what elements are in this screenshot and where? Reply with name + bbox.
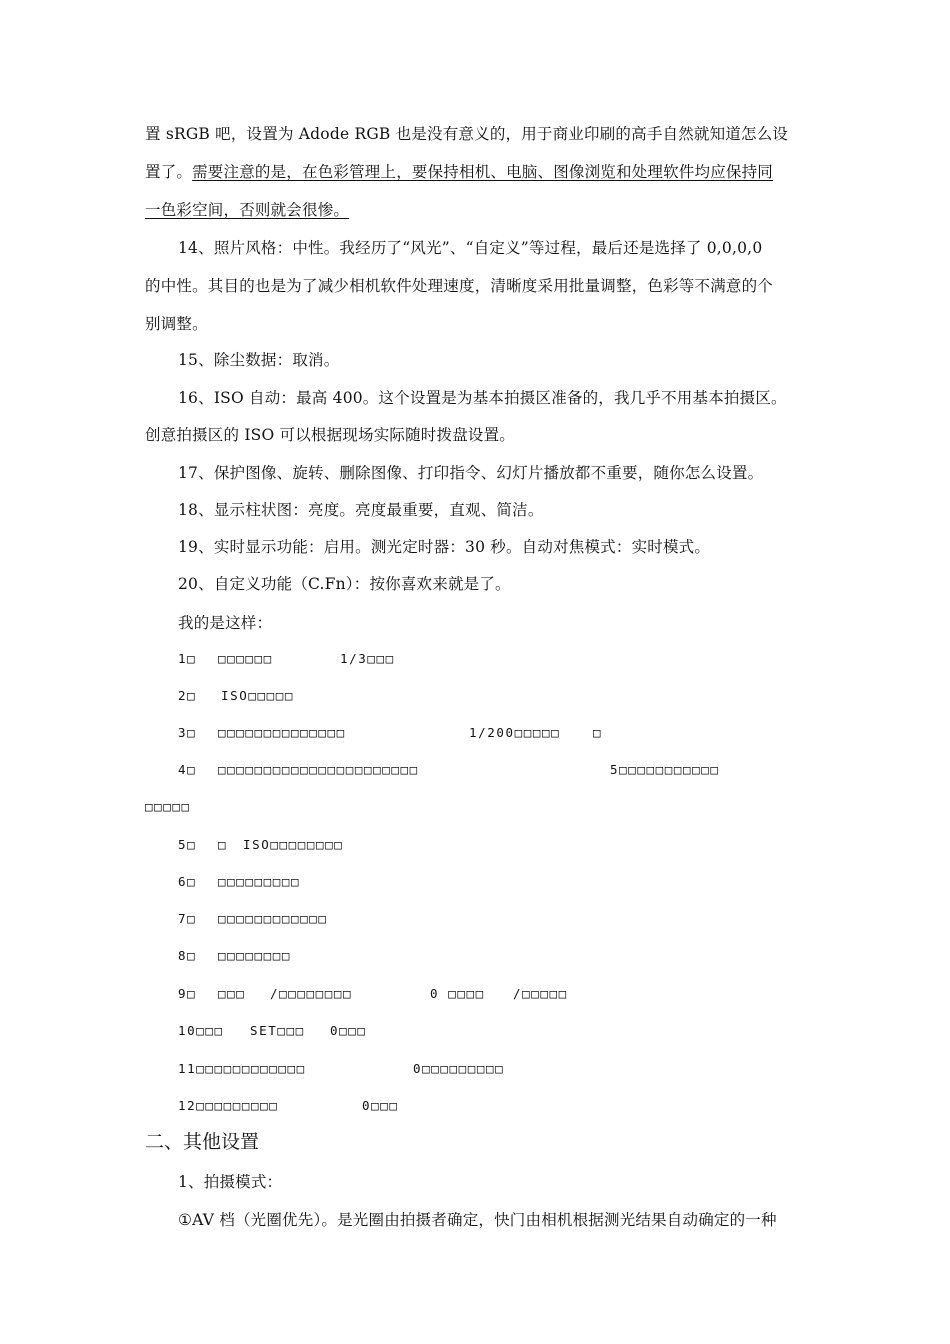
cfn-text: 1/200□□□□□ [469,725,561,740]
paragraph-line: 的中性。其目的也是为了减少相机软件处理速度，清晰度采用批量调整，色彩等不满意的个 [145,277,774,295]
cfn-num: 1□ [178,651,197,666]
cfn-text: □□□□□□□□□□□□ [218,911,328,926]
underlined-text: 一色彩空间，否则就会很惨。 [145,201,350,219]
paragraph-line: 14、照片风格：中性。我经历了“风光”、“自定义”等过程，最后还是选择了 0,0,0,0 [178,239,763,257]
cfn-text: □□□□□ [145,799,191,814]
cfn-text: 0 □□□□ [430,986,485,1001]
cfn-text: /□□□□□ [513,986,568,1001]
section-heading: 二、其他设置 [145,1131,260,1153]
cfn-text: □□□□□□□□□□□□□□ [218,725,346,740]
cfn-num: 10□□□ [178,1023,224,1038]
paragraph-line: 17、保护图像、旋转、删除图像、打印指令、幻灯片播放都不重要，随你怎么设置。 [178,464,764,482]
paragraph-line: 我的是这样： [178,614,273,632]
paragraph-line: 别调整。 [145,315,208,333]
cfn-text: □□□□□□ [218,651,273,666]
paragraph-line: 19、实时显示功能：启用。测光定时器：30 秒。自动对焦模式：实时模式。 [178,538,711,556]
paragraph-line: 创意拍摄区的 ISO 可以根据现场实际随时拨盘设置。 [145,426,516,444]
paragraph-line [145,200,349,220]
cfn-text: 5□□□□□□□□□□□ [610,762,720,777]
underlined-text: 需要注意的是，在色彩管理上，要保持相机、电脑、图像浏览和处理软件均应保持同 [192,163,774,181]
cfn-text: □□□□□□□□□□□□□□□□□□□□□□ [218,762,419,777]
cfn-text: 0□□□□□□□□□ [413,1061,505,1076]
cfn-text: □□□ [218,986,246,1001]
paragraph-text: 置了。 [145,163,193,181]
cfn-num: 5□ [178,837,197,852]
paragraph-line [145,162,773,182]
paragraph-line: 18、显示柱状图：亮度。亮度最重要，直观、简洁。 [178,501,544,519]
cfn-num: 4□ [178,762,197,777]
cfn-text: □ [218,837,228,852]
cfn-text: 0□□□ [330,1023,367,1038]
cfn-text: □ [593,725,603,740]
cfn-num: 3□ [178,725,197,740]
cfn-text: □□□□□□□□□ [218,874,301,889]
cfn-num: 7□ [178,911,197,926]
cfn-text: □□□□□□□□ [218,948,292,963]
cfn-text: SET□□□ [250,1023,305,1038]
cfn-num: 2□ [178,688,197,703]
cfn-text: 0□□□ [362,1098,399,1113]
paragraph-line: 15、除尘数据：取消。 [178,351,340,369]
paragraph-line: ①AV 档（光圈优先）。是光圈由拍摄者确定，快门由相机根据测光结果自动确定的一种 [178,1211,777,1229]
paragraph-line: 16、ISO 自动：最高 400。这个设置是为基本拍摄区准备的，我几乎不用基本拍摄区。 [178,389,787,407]
cfn-num: 11□□□□□□□□□□□□ [178,1061,306,1076]
paragraph-line: 20、自定义功能（C.Fn）：按你喜欢来就是了。 [178,575,511,593]
cfn-text: ISO□□□□□□□□ [243,837,344,852]
cfn-num: 9□ [178,986,197,1001]
cfn-num: 12□□□□□□□□□ [178,1098,279,1113]
paragraph-line: 1、拍摄模式： [178,1173,283,1191]
cfn-text: /□□□□□□□□ [270,986,353,1001]
cfn-num: 8□ [178,948,197,963]
cfn-text: 1/3□□□ [340,651,395,666]
cfn-text: ISO□□□□□ [221,688,295,703]
cfn-num: 6□ [178,874,197,889]
paragraph-line: 置 sRGB 吧，设置为 Adode RGB 也是没有意义的，用于商业印刷的高手自然就知道怎么设 [145,125,789,143]
